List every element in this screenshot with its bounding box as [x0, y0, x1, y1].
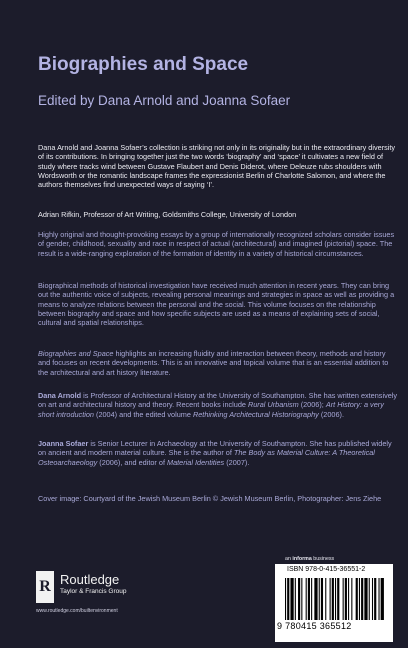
quote-attribution: Adrian Rifkin, Professor of Art Writing, Goldsmiths College, University of London [38, 210, 297, 219]
book-title-inline: Material Identities [167, 457, 225, 467]
publisher-brand [36, 571, 152, 619]
barcode-bar [325, 578, 326, 620]
barcode-bar [285, 578, 286, 620]
description-paragraph-2: Biographical methods of historical investigation have received much attention in recent years. They can bring out the authentic voice of subjects, revealing personal meanings and strategies in space as well as providing a means to analyze relations between the personal and the social. This volume focuses on the relationship between biography and space and how specific subjects are used as a means of explaining sets of social, cultural and spatial relationships. [38, 281, 395, 328]
barcode-bar [343, 578, 344, 620]
bio-text: is Professor of Architectural History at the University of Southampton. She has written extensively on art and architectural history and theory. Recent books include [38, 391, 398, 410]
paragraph-3-text: highlights an increasing fluidity and interaction between theory, methods and history and focuses on recent developments. This is an innovative and topical volume that is an essential addition to the architectural and art history literature. [38, 349, 389, 377]
barcode-bar [306, 578, 307, 620]
barcode-bar [337, 578, 339, 620]
barcode-bar [381, 578, 384, 620]
barcode-box [275, 564, 393, 642]
barcode-bar [335, 578, 336, 620]
barcode-bar [364, 578, 367, 620]
book-title-inline: Biographies and Space [38, 349, 114, 358]
author-bio-arnold [38, 391, 398, 419]
barcode-bar [332, 578, 334, 620]
barcode-bar [319, 578, 320, 620]
bio-text: (2006); [298, 400, 326, 410]
publisher-name: Routledge [60, 572, 120, 587]
bio-text: (2004) and the edited volume [93, 409, 193, 419]
barcode-number: 9 780415 365512 [277, 621, 352, 631]
barcode-bar [301, 578, 302, 620]
description-paragraph-1: Highly original and thought-provoking essays by a group of internationally recognized scholars consider issues of gender, childhood, sexuality and race in respect of actual (architectural) and imagined (pictorial) space. The result is a wide-ranging exploration of the formation of identity in a variety of historical circumstances. [38, 230, 395, 258]
book-title-inline: Rethinking Architectural Historiography [192, 409, 319, 419]
barcode-bar [374, 578, 376, 620]
informa-tagline [285, 556, 334, 562]
bio-text: (2006). [318, 409, 344, 419]
barcode-bar [356, 578, 358, 620]
bio-text: (2006), and editor of [97, 457, 168, 467]
author-bio-sofaer [38, 439, 398, 467]
barcode-bar [314, 578, 317, 620]
book-title: Biographies and Space [38, 54, 249, 75]
informa-suffix: business [311, 556, 335, 562]
isbn-area [275, 556, 395, 642]
author-name: Joanna Sofaer [38, 439, 89, 448]
barcode-bar [311, 578, 312, 620]
book-title-inline: Art History: a very short introduction [38, 400, 384, 419]
isbn-number: ISBN 978-0-415-36551-2 [287, 566, 366, 573]
cover-image-credit: Cover image: Courtyard of the Jewish Museum Berlin © Jewish Museum Berlin, Photographer: Jens Ziehe [38, 494, 382, 503]
barcode-bar [372, 578, 373, 620]
publisher-group: Taylor & Francis Group [60, 588, 127, 595]
barcode-bar [287, 578, 289, 620]
barcode-bar [369, 578, 370, 620]
barcode-bar [361, 578, 363, 620]
book-title-inline: Rural Urbanism [247, 400, 299, 410]
book-title-inline: The Body as Material Culture: A Theoretical Osteoarchaeology [38, 448, 375, 467]
author-name: Dana Arnold [38, 391, 82, 400]
informa-word: informa [292, 556, 312, 562]
bio-text: (2007). [224, 457, 250, 467]
publisher-url: www.routledge.com/builtenvironment [36, 608, 118, 614]
barcode-bar [290, 578, 293, 620]
bio-text: is Senior Lecturer in Archaeology at the University of Southampton. She has published widely on ancient and modern material culture. She is the author of [38, 439, 392, 458]
barcode-bar [359, 578, 360, 620]
barcode-bar [321, 578, 323, 620]
routledge-logo-icon: R [36, 571, 54, 603]
barcode-bar [351, 578, 352, 620]
barcode-icon [285, 578, 385, 620]
endorsement-quote: Dana Arnold and Joanna Sofaer’s collection is striking not only in its originality but in the extraordinary diversity of its contributions. In bringing together just the two words ‘biography’ and ‘space’ it cultivates a new field of study where tracks wind between Gustave Flaubert and Denis Diderot, where Deleuze rubs shoulders with Wordsworth or the romantic landscape frames the expressionist Berlin of Charlotte Salomon, and where the authors themselves find unexpected ways of saying ‘I’. [38, 143, 396, 190]
editors-line: Edited by Dana Arnold and Joanna Sofaer [38, 93, 291, 108]
informa-prefix: an [285, 556, 293, 562]
barcode-bar [345, 578, 347, 620]
barcode-bar [298, 578, 300, 620]
description-paragraph-3 [38, 349, 398, 377]
barcode-bar [378, 578, 379, 620]
barcode-bar [295, 578, 296, 620]
barcode-bar [330, 578, 331, 620]
barcode-bar [308, 578, 310, 620]
barcode-bar [348, 578, 349, 620]
